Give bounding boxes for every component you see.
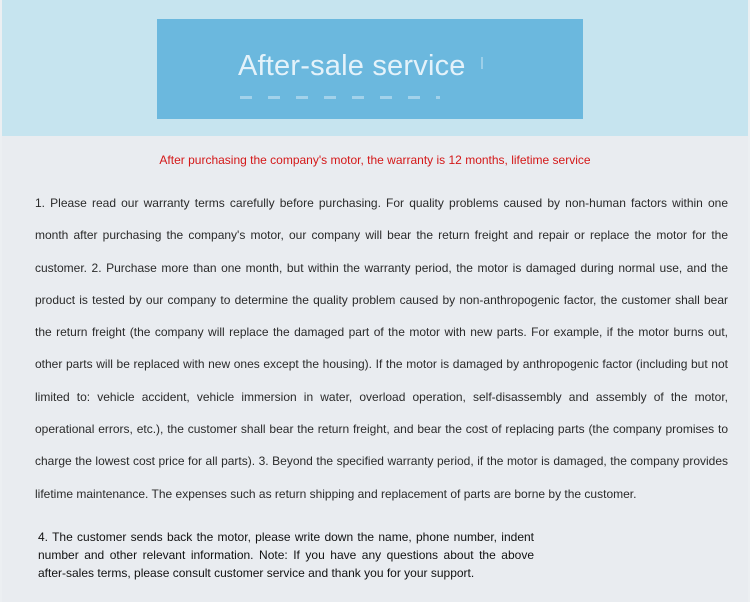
title-panel	[157, 19, 583, 119]
warranty-notice: After purchasing the company's motor, the warranty is 12 months, lifetime service	[159, 153, 591, 167]
title-decoration-mark	[481, 57, 483, 69]
page-title: After-sale service	[238, 50, 466, 82]
return-instructions-paragraph: 4. The customer sends back the motor, please write down the name, phone number, indent number and other relevant information. Note: If you have any questions about the above after-sales terms, please consult customer service and thank you for your support.	[38, 530, 534, 580]
warranty-terms-paragraph: 1. Please read our warranty terms carefully before purchasing. For quality problems caused by non-human factors within one month after purchasing the company's motor, our company will bear the return freight and repair or replace the motor for the customer. 2. Purchase more than one month, but within the warranty period, the motor is damaged during normal use, and the product is tested by our company to determine the quality problem caused by non-anthropogenic factor, the customer shall bear the return freight (the company will replace the damaged part of the motor with new parts. For example, if the motor burns out, other parts will be replaced with new ones except the housing). If the motor is damaged by anthropogenic factor (including but not limited to: vehicle accident, vehicle immersion in water, overload operation, self-disassembly and assembly of the motor, operational errors, etc.), the customer shall bear the return freight, and bear the cost of replacing parts (the company promises to charge the lowest cost price for all parts). 3. Beyond the specified warranty period, if the motor is damaged, the company provides lifetime maintenance. The expenses such as return shipping and replacement of parts are borne by the customer.	[35, 196, 728, 501]
title-decoration-dashes	[240, 96, 440, 99]
